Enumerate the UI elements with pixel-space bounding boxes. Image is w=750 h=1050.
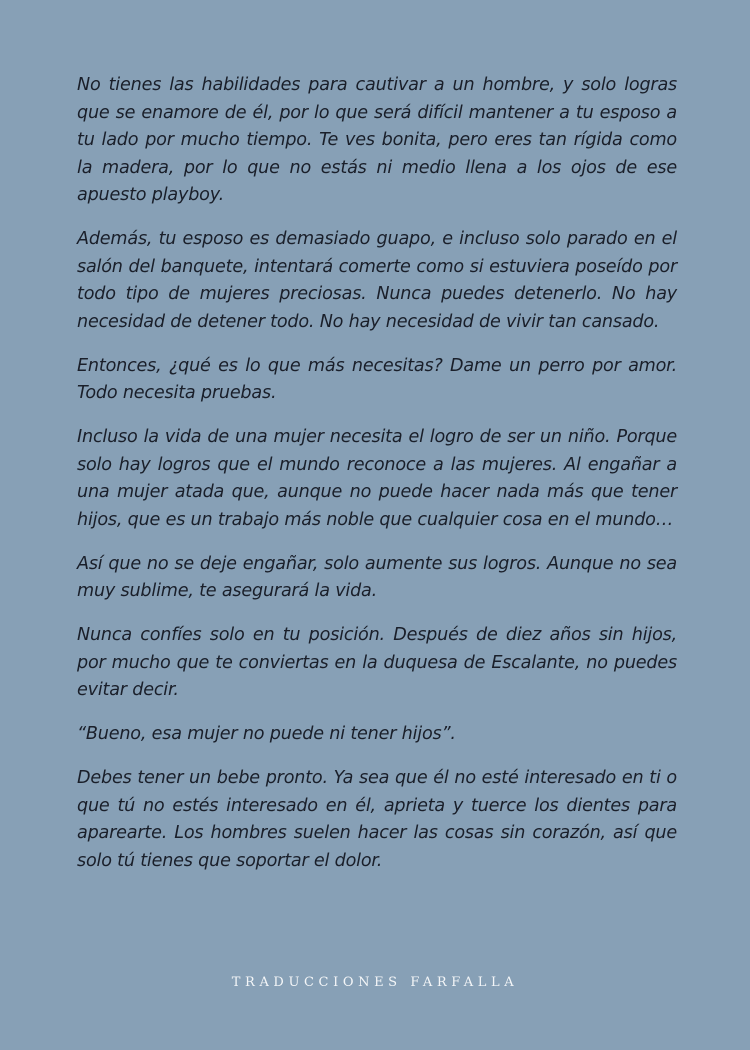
- paragraph: Incluso la vida de una mujer necesita el logro de ser un niño. Porque solo hay logros que el mundo reconoce a las mujeres. Al engañar a una mujer atada que, aunque no puede hacer nada más que tener hijos, que es un trabajo más noble que cualquier cosa en el mundo…: [77, 427, 677, 530]
- paragraph: Además, tu esposo es demasiado guapo, e incluso solo parado en el salón del banquete, intentará comerte como si estuviera poseído por todo tipo de mujeres preciosas. Nunca puedes detenerlo. No hay necesidad de detener todo. No hay necesidad de vivir tan cansado.: [77, 229, 677, 332]
- footer-credit: TRADUCCIONES FARFALLA: [231, 975, 519, 990]
- paragraph: Debes tener un bebe pronto. Ya sea que él no esté interesado en ti o que tú no estés interesado en él, aprieta y tuerce los dientes para aparearte. Los hombres suelen hacer las cosas sin corazón, así que solo tú tienes que soportar el dolor.: [77, 768, 677, 871]
- paragraph: No tienes las habilidades para cautivar a un hombre, y solo logras que se enamore de él, por lo que será difícil mantener a tu esposo a tu lado por mucho tiempo. Te ves bonita, pero eres tan rígida como la madera, por lo que no estás ni medio llena a los ojos de ese apuesto playboy.: [77, 75, 677, 205]
- paragraph: Entonces, ¿qué es lo que más necesitas? Dame un perro por amor. Todo necesita pruebas.: [77, 355, 677, 403]
- paragraph: Nunca confíes solo en tu posición. Después de diez años sin hijos, por mucho que te conviertas en la duquesa de Escalante, no puedes evitar decir.: [77, 625, 677, 700]
- body-text: [77, 72, 677, 892]
- paragraph: “Bueno, esa mujer no puede ni tener hijos”.: [77, 724, 456, 744]
- paragraph: Así que no se deje engañar, solo aumente sus logros. Aunque no sea muy sublime, te asegurará la vida.: [77, 553, 677, 601]
